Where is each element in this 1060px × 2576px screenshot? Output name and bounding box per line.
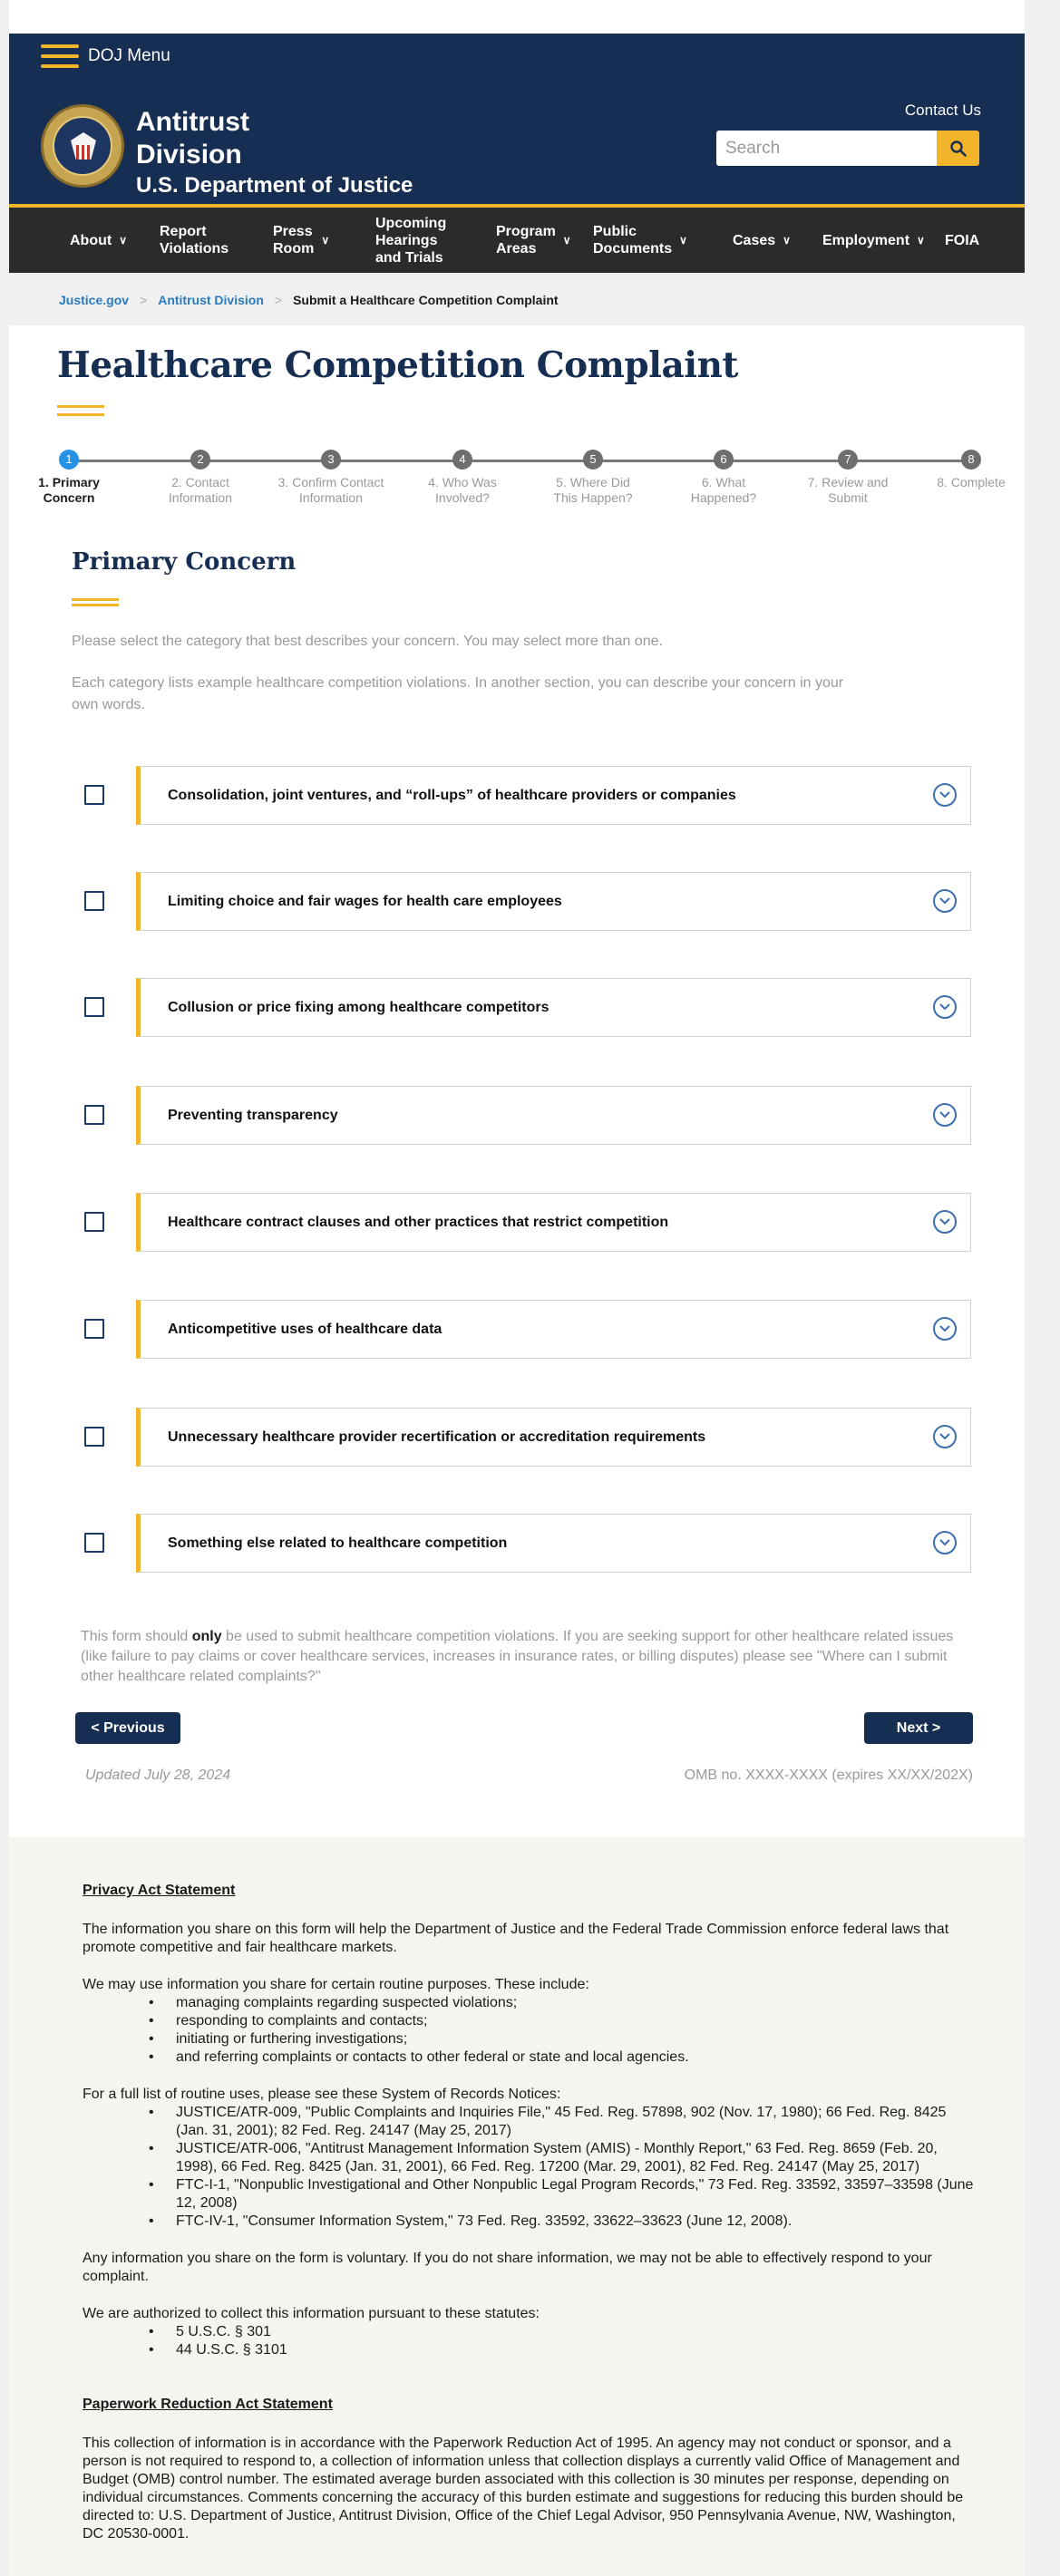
chevron-down-icon: ∨: [783, 233, 791, 247]
contact-us-link[interactable]: Contact Us: [904, 102, 981, 119]
nav-item-about[interactable]: [70, 208, 127, 273]
nav-item-program[interactable]: [496, 208, 571, 273]
breadcrumb-separator: >: [274, 293, 283, 307]
step-number: 6: [714, 450, 734, 470]
agency-line3: U.S. Department of Justice: [136, 173, 413, 198]
nav-item-public[interactable]: [593, 208, 687, 273]
nav-item-upcoming[interactable]: [375, 208, 446, 273]
breadcrumb-bar: [9, 273, 1025, 325]
expand-chevron-icon[interactable]: [933, 1103, 957, 1127]
category-checkbox[interactable]: [84, 997, 104, 1017]
title-decoration: [57, 405, 104, 416]
step-7: [784, 450, 911, 506]
category-accordion[interactable]: [136, 1193, 971, 1252]
page-title: Healthcare Competition Complaint: [57, 344, 738, 386]
nav-item-foia[interactable]: [945, 208, 979, 273]
category-label: Anticompetitive uses of healthcare data: [168, 1322, 442, 1337]
step-number: 7: [838, 450, 858, 470]
statute-item: • 44 U.S.C. § 3101: [149, 2341, 978, 2359]
step-1: [5, 450, 132, 506]
category-label: Unnecessary healthcare provider recertification or accreditation requirements: [168, 1429, 706, 1445]
privacy-paragraph: Any information you share on the form is voluntary. If you do not share information, we may not be able to effectively respond to your complaint.: [83, 2251, 932, 2284]
chevron-down-icon: ∨: [562, 233, 571, 247]
paperwork-paragraph: This collection of information is in accordance with the Paperwork Reduction Act of 1995. An agency may not conduct or sponsor, and a person is not required to respond to, a collection of information unless that collection displays a currently valid Office of Management and Budget (OMB) control number. The estimated average burden associated with this collection is 30 minutes per response, depending on individual circumstances. Comments concerning the accuracy of this burden estimate and suggestions for reducing this burden should be directed to: U.S. Department of Justice, Antitrust Division, Office of the Chief Legal Advisor, 950 Pennsylvania Avenue, NW, Washington, DC 20530-0001.: [83, 2436, 964, 2542]
paperwork-heading: Paperwork Reduction Act Statement: [83, 2397, 333, 2412]
category-checkbox[interactable]: [84, 785, 104, 805]
agency-name[interactable]: [136, 106, 413, 199]
category-accordion[interactable]: [136, 766, 971, 825]
search-form: [716, 131, 984, 166]
category-checkbox[interactable]: [84, 1105, 104, 1125]
step-2: [137, 450, 264, 506]
note-text: This form should: [81, 1629, 192, 1644]
category-accordion[interactable]: [136, 1086, 971, 1145]
step-3: [267, 450, 394, 506]
note-emphasis: only: [191, 1629, 222, 1644]
routine-uses-list: [149, 1994, 1025, 2067]
step-label: 4. Who Was Involved?: [428, 475, 497, 505]
chevron-down-icon: ∨: [119, 233, 127, 247]
omb-number: OMB no. XXXX-XXXX (expires XX/XX/202X): [684, 1767, 973, 1783]
breadcrumb-current: Submit a Healthcare Competition Complaint: [293, 293, 559, 307]
nav-item-label: About: [70, 232, 112, 248]
category-accordion[interactable]: [136, 1514, 971, 1573]
records-notice-item: • FTC-I-1, "Nonpublic Investigational and Other Nonpublic Legal Program Records," 73 Fed. Reg. 33592, 33597–33598 (June 12, 2008): [149, 2176, 978, 2213]
category-label: Preventing transparency: [168, 1108, 338, 1123]
doj-menu-label: DOJ Menu: [88, 46, 170, 65]
note-text-2: be used to submit healthcare competition violations. If you are seeking support for other healthcare related issues (like failure to pay claims or cover healthcare services, increases in insurance rates, or billing disputes) please see "Where can I submit other healthcare related complaints?": [81, 1629, 954, 1684]
search-button[interactable]: [937, 131, 979, 166]
category-accordion[interactable]: [136, 1300, 971, 1359]
privacy-heading: Privacy Act Statement: [83, 1883, 236, 1898]
privacy-section: [9, 1837, 1025, 2576]
category-accordion[interactable]: [136, 1408, 971, 1467]
intro-text: Please select the category that best describes your concern. You may select more than one.: [72, 634, 663, 649]
step-label: 6. What Happened?: [690, 475, 757, 505]
privacy-paragraph: We are authorized to collect this information pursuant to these statutes:: [83, 2306, 540, 2321]
chevron-down-icon: ∨: [679, 233, 687, 247]
records-notice-item: • JUSTICE/ATR-006, "Antitrust Management Information System (AMIS) - Monthly Report," 63 Fed. Reg. 8659 (Feb. 20, 1998), 66 Fed. Reg. 8425 (Jan. 31, 2001), 66 Fed. Reg. 17200 (Mar. 29, 2001), 82 Fed. Reg. 24147 (May 25, 2017): [149, 2140, 978, 2176]
chevron-down-icon: ∨: [321, 233, 330, 247]
nav-item-press[interactable]: [273, 208, 329, 273]
records-notices-list: [149, 2104, 1025, 2231]
breadcrumb: [59, 293, 559, 307]
records-notice-item: • JUSTICE/ATR-009, "Public Complaints and Inquiries File," 45 Fed. Reg. 57898, 902 (Nov. 17, 1980); 66 Fed. Reg. 8425 (Jan. 31, 2001); 82 Fed. Reg. 24147 (May 25, 2017): [149, 2104, 978, 2140]
step-number: 1: [59, 450, 79, 470]
agency-line1: Antitrust: [136, 107, 249, 137]
category-checkbox[interactable]: [84, 1427, 104, 1447]
nav-item-label: Upcoming Hearings and Trials: [375, 215, 447, 266]
nav-item-label: Public Documents: [593, 224, 673, 257]
routine-use-item: • responding to complaints and contacts;: [149, 2012, 978, 2030]
expand-chevron-icon[interactable]: [933, 1425, 957, 1448]
expand-chevron-icon[interactable]: [933, 889, 957, 913]
hamburger-icon: [41, 44, 79, 68]
search-icon: [949, 140, 968, 158]
category-checkbox[interactable]: [84, 1212, 104, 1232]
step-5: [530, 450, 656, 506]
category-label: Limiting choice and fair wages for health care employees: [168, 894, 562, 909]
step-label: 1. Primary Concern: [38, 475, 100, 505]
category-accordion[interactable]: [136, 872, 971, 931]
usage-note: [81, 1627, 978, 1687]
site-header: [9, 34, 1025, 204]
doj-menu-button[interactable]: [41, 44, 170, 68]
nav-item-report[interactable]: [160, 208, 229, 273]
category-label: Something else related to healthcare competition: [168, 1535, 508, 1551]
step-label: 8. Complete: [937, 475, 1006, 489]
nav-item-cases[interactable]: [733, 208, 791, 273]
privacy-paragraph: For a full list of routine uses, please see these System of Records Notices:: [83, 2087, 561, 2102]
step-number: 4: [452, 450, 472, 470]
intro-text-2: Each category lists example healthcare competition violations. In another section, you can describe your concern in your own words.: [72, 675, 844, 712]
next-button[interactable]: Next >: [864, 1712, 973, 1744]
search-input[interactable]: [716, 131, 937, 166]
step-label: 3. Confirm Contact Information: [277, 475, 384, 505]
privacy-paragraph: The information you share on this form will help the Department of Justice and the Federal Trade Commission enforce federal laws that promote competitive and fair healthcare markets.: [83, 1922, 949, 1955]
step-8: [908, 450, 1035, 490]
step-label: 7. Review and Submit: [807, 475, 889, 505]
step-label: 2. Contact Information: [168, 475, 233, 505]
category-label: Collusion or price fixing among healthcare competitors: [168, 1000, 549, 1015]
step-number: 3: [321, 450, 341, 470]
category-checkbox[interactable]: [84, 1319, 104, 1339]
step-label: 5. Where Did This Happen?: [553, 475, 633, 505]
expand-chevron-icon[interactable]: [933, 783, 957, 807]
expand-chevron-icon[interactable]: [933, 1317, 957, 1341]
statutes-list: [149, 2323, 1025, 2359]
step-number: 8: [961, 450, 981, 470]
category-checkbox[interactable]: [84, 891, 104, 911]
routine-use-item: • initiating or furthering investigations;: [149, 2030, 978, 2048]
routine-use-item: • managing complaints regarding suspected violations;: [149, 1994, 978, 2012]
nav-item-label: FOIA: [945, 232, 980, 248]
privacy-paragraph: We may use information you share for certain routine purposes. These include:: [83, 1977, 589, 1992]
statute-item: • 5 U.S.C. § 301: [149, 2323, 978, 2341]
nav-item-label: Report Violations: [160, 224, 229, 257]
main-nav: [9, 208, 1025, 273]
doj-seal-logo[interactable]: [41, 104, 124, 188]
nav-item-label: Employment: [822, 232, 910, 248]
updated-date: Updated July 28, 2024: [85, 1767, 231, 1783]
step-4: [399, 450, 526, 506]
nav-item-employment[interactable]: [822, 208, 925, 273]
expand-chevron-icon[interactable]: [933, 1531, 957, 1554]
nav-item-label: Program Areas: [496, 224, 556, 257]
breadcrumb-justice-gov[interactable]: Justice.gov: [59, 293, 130, 307]
routine-use-item: • and referring complaints or contacts to other federal or state and local agencies.: [149, 2048, 978, 2067]
category-checkbox[interactable]: [84, 1533, 104, 1553]
expand-chevron-icon[interactable]: [933, 1210, 957, 1234]
nav-item-label: Press Room: [273, 224, 315, 257]
records-notice-item: • FTC-IV-1, "Consumer Information System," 73 Fed. Reg. 33592, 33622–33623 (June 12, 2008).: [149, 2213, 978, 2231]
step-number: 2: [190, 450, 210, 470]
breadcrumb-separator: >: [140, 293, 148, 307]
expand-chevron-icon[interactable]: [933, 995, 957, 1019]
previous-button[interactable]: < Previous: [75, 1712, 180, 1744]
breadcrumb-antitrust-division[interactable]: Antitrust Division: [158, 293, 264, 307]
section-title: Primary Concern: [72, 548, 297, 576]
section-title-decoration: [72, 598, 119, 606]
agency-line2: Division: [136, 140, 242, 169]
category-label: Healthcare contract clauses and other practices that restrict competition: [168, 1215, 669, 1230]
category-accordion[interactable]: [136, 978, 971, 1037]
chevron-down-icon: ∨: [917, 233, 925, 247]
step-6: [660, 450, 787, 506]
category-label: Consolidation, joint ventures, and “roll-ups” of healthcare providers or companies: [168, 788, 736, 803]
nav-item-label: Cases: [733, 232, 776, 248]
step-number: 5: [583, 450, 603, 470]
